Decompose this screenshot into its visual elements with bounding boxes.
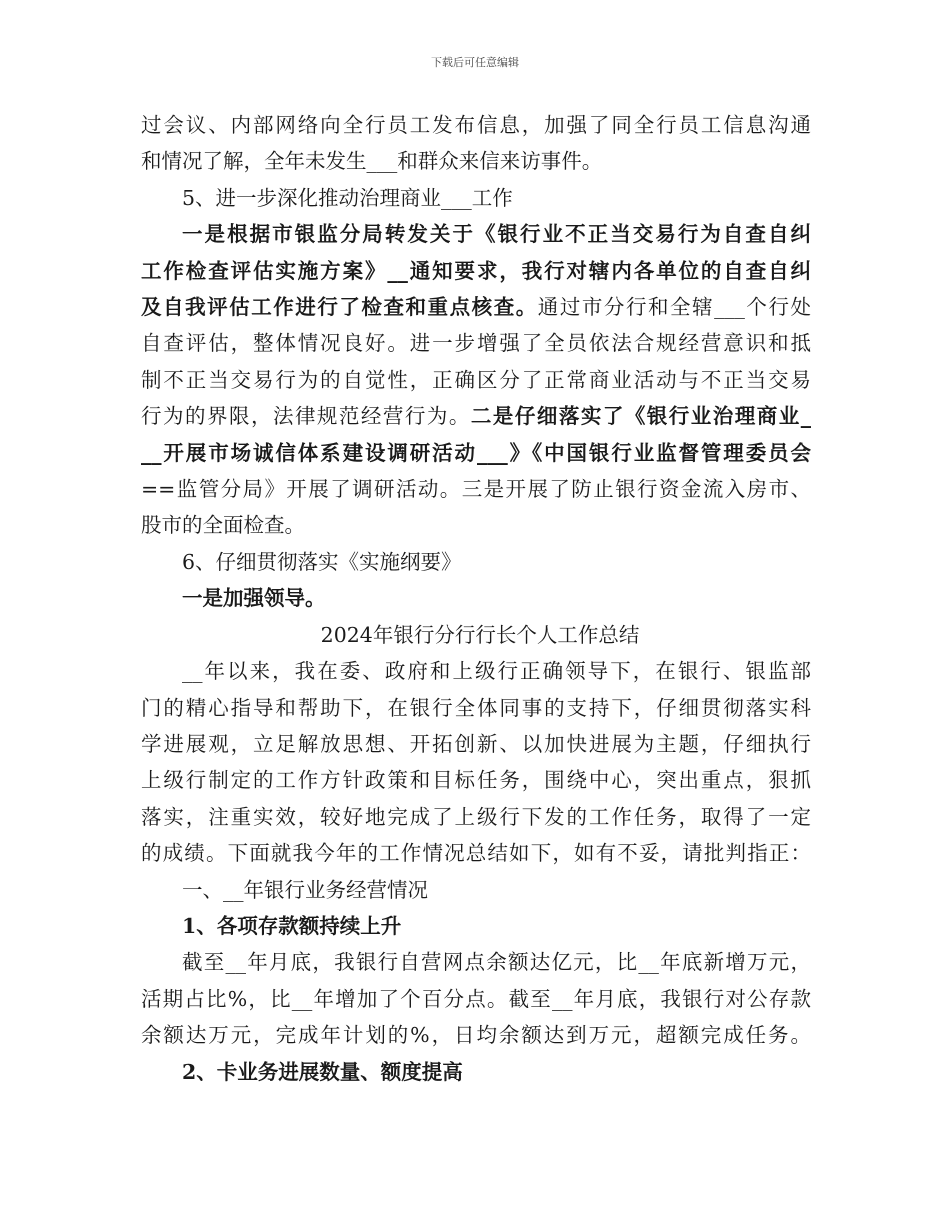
body-phrase: 行为的界限，法律规范经营行为。 [141,404,471,429]
body-line: 截至__年月底，我银行自营网点余额达亿元，比__年底新增万元， [182,950,811,975]
body-line [141,398,811,434]
subsection-heading: 1、各项存款额持续上升 [182,913,402,938]
document-title: 2024年银行分行行长个人工作总结 [320,622,640,647]
body-line: __开展市场诚信体系建设调研活动___》《中国银行业监督管理委员会 [141,440,811,465]
body-line: __年以来，我在委、政府和上级行正确领导下，在银行、银监部 [182,659,811,684]
body-line: 工作检查评估实施方案》__通知要求，我行对辖内各单位的自查自纠 [141,258,811,283]
page-header: 下载后可任意编辑 [431,56,519,69]
body-line: 一是根据市银监分局转发关于《银行业不正当交易行为自查自纠 [182,222,811,247]
section-heading: 一、__年银行业务经营情况 [182,877,428,902]
body-line: 一是加强领导。 [182,586,326,611]
body-line: ==监管分局》开展了调研活动。三是开展了防止银行资金流入房市、 [141,477,811,502]
body-line: 过会议、内部网络向全行员工发布信息，加强了同全行员工信息沟通 [141,113,811,137]
section-heading: 6、仔细贯彻落实《实施纲要》 [182,549,462,574]
body-line: 上级行制定的工作方针政策和目标任务，围绕中心，突出重点，狠抓 [141,768,811,793]
body-line: 门的精心指导和帮助下，在银行全体同事的支持下，仔细贯彻落实科 [141,695,811,720]
body-line: 的成绩。下面就我今年的工作情况总结如下，如有不妥，请批判指正： [141,841,811,866]
subsection-heading: 2、卡业务进展数量、额度提高 [182,1059,463,1084]
body-line: 余额达万元，完成年计划的%，日均余额达到万元，超额完成任务。 [141,1023,811,1048]
body-line: 活期占比%，比__年增加了个百分点。截至__年月底，我银行对公存款 [141,986,811,1011]
body-line [141,289,811,325]
bold-phrase: 及自我评估工作进行了检查和重点核查。 [141,295,538,320]
body-line: 股市的全面检查。 [141,513,305,538]
body-line: 自查评估，整体情况良好。进一步增强了全员依法合规经营意识和抵 [141,331,811,356]
body-line: 制不正当交易行为的自觉性，正确区分了正常商业活动与不正当交易 [141,367,811,392]
body-phrase: 通过市分行和全辖___个行处 [537,295,812,320]
body-line: 和情况了解，全年未发生___和群众来信来访事件。 [141,149,603,174]
body-line: 学进展观，立足解放思想、开拓创新、以加快进展为主题，仔细执行 [141,731,811,756]
bold-phrase: 二是仔细落实了《银行业治理商业_ [470,404,811,429]
document-body [141,107,811,1090]
body-line: 落实，注重实效，较好地完成了上级行下发的工作任务，取得了一定 [141,804,811,829]
section-heading: 5、进一步深化推动治理商业___工作 [182,185,513,210]
